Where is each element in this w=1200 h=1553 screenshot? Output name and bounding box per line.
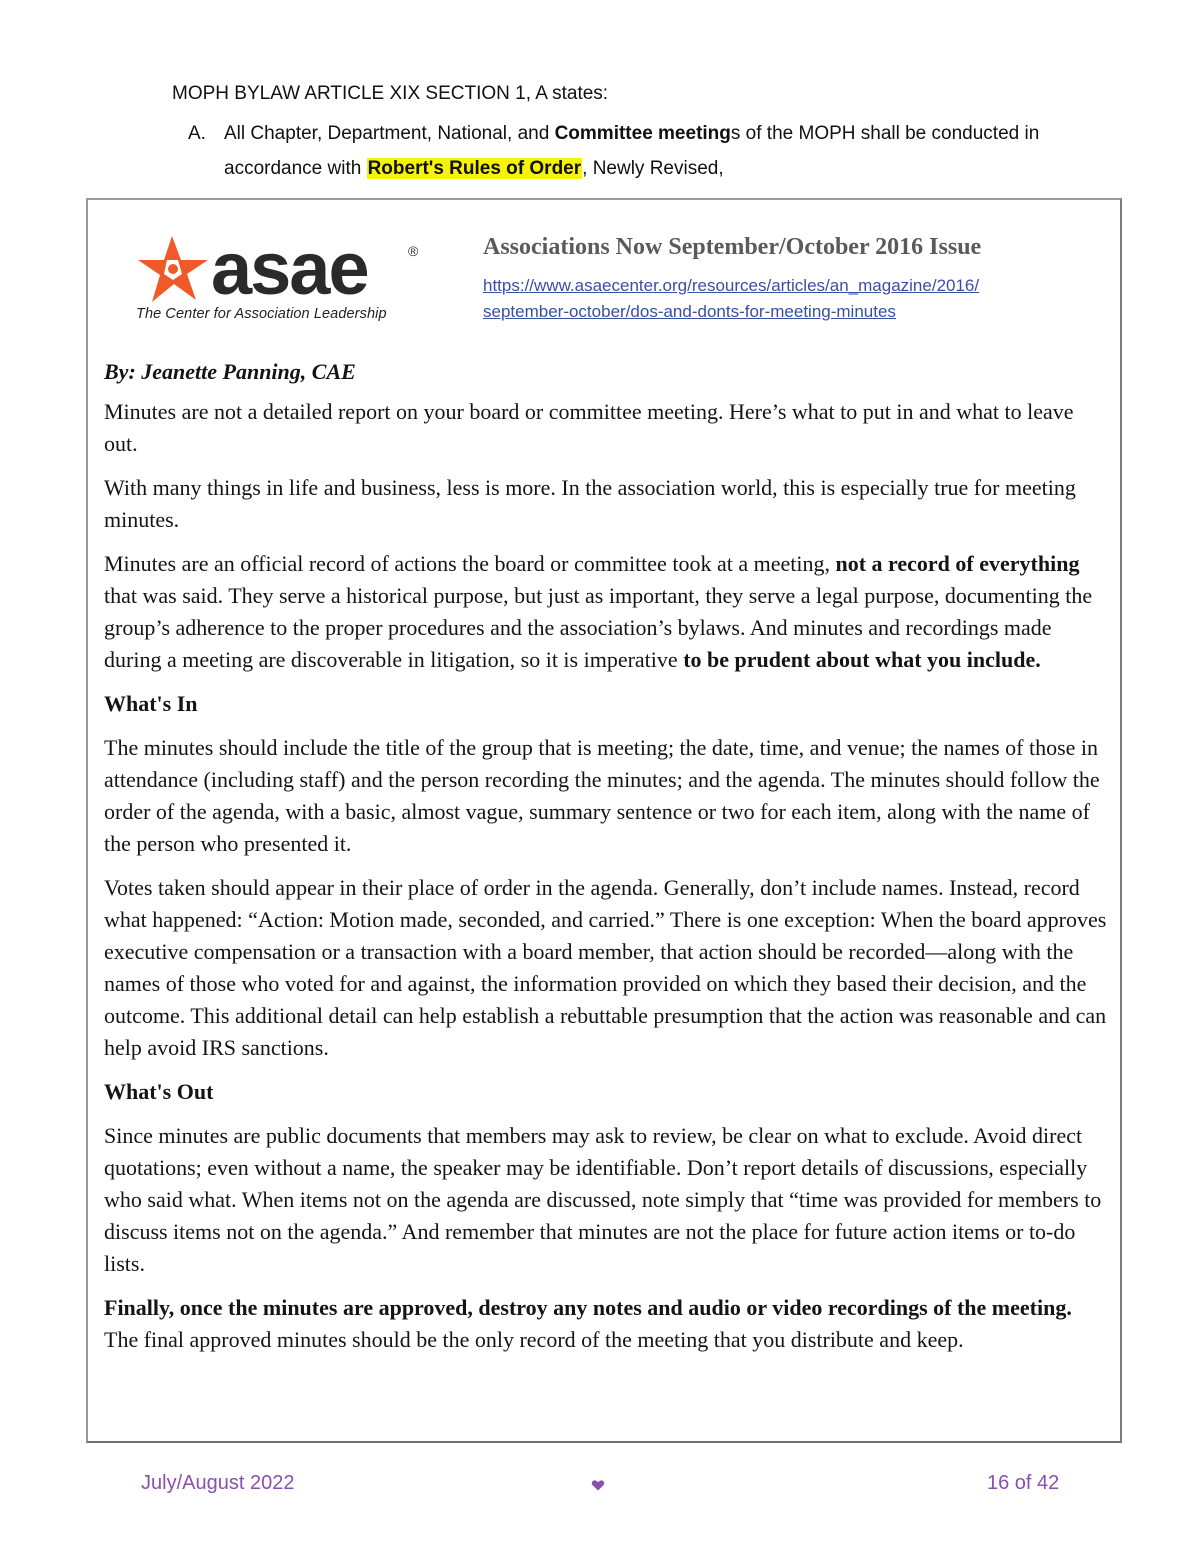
article-link-line[interactable]: september-october/dos-and-donts-for-meeting-minutes: [483, 302, 896, 321]
asae-logo: [136, 230, 426, 330]
article-link-line[interactable]: https://www.asaecenter.org/resources/articles/an_magazine/2016/: [483, 276, 980, 295]
text-run: The final approved minutes should be the only record of the meeting that you distribute and keep.: [104, 1327, 964, 1352]
article-body: [104, 356, 1110, 1368]
footer-page-number: 16 of 42: [987, 1472, 1060, 1494]
bylaw-bold-term: Committee meeting: [554, 123, 731, 144]
asae-logo-graphic: [136, 230, 426, 310]
bold-run: Finally, once the minutes are approved, destroy any notes and audio or video recordings of the meeting.: [104, 1295, 1072, 1320]
bylaw-list-item: [188, 116, 1088, 186]
article-box: [86, 198, 1122, 1443]
section-heading-whats-out: What's Out: [104, 1079, 214, 1104]
text-run: Minutes are an official record of actions the board or committee took at a meeting,: [104, 551, 836, 576]
registered-mark: ®: [408, 243, 419, 259]
highlighted-roberts-rules: Robert's Rules of Order: [367, 158, 582, 179]
paragraph: With many things in life and business, less is more. In the association world, this is especially true for meeting minutes.: [104, 475, 1076, 532]
bylaw-item-text: [224, 116, 1088, 186]
bylaw-text-part: All Chapter, Department, National, and: [224, 123, 555, 144]
footer-issue-date: July/August 2022: [141, 1472, 295, 1494]
bold-run: not a record of everything: [835, 551, 1080, 576]
paragraph: Since minutes are public documents that members may ask to review, be clear on what to exclude. Avoid direct quotations; even without a name, the speaker may be identifiable. Don’t report details of discussions, especially who said what. When items not on the agenda are discussed, note simply that “time was provided for members to discuss items not on the agenda.” And remember that minutes are not the place for future action items or to-do lists.: [104, 1123, 1102, 1276]
paragraph: [104, 1292, 1110, 1356]
logo-word: asae: [211, 230, 368, 310]
list-marker: A.: [188, 123, 206, 144]
bylaw-text-part: , Newly Revised,: [582, 158, 724, 179]
bold-run: to be prudent about what you include.: [683, 647, 1041, 672]
bylaw-text-part: s of the MOPH shall be conducted in accordance with: [224, 123, 1040, 179]
byline: By: Jeanette Panning, CAE: [104, 359, 356, 384]
article-link[interactable]: [483, 273, 1083, 325]
issue-title: Associations Now September/October 2016 Issue: [483, 234, 982, 260]
section-heading-whats-in: What's In: [104, 691, 198, 716]
heart-icon: [591, 1478, 605, 1497]
logo-tagline: The Center for Association Leadership: [136, 306, 387, 322]
paragraph: Minutes are not a detailed report on your board or committee meeting. Here’s what to put in and what to leave out.: [104, 399, 1074, 456]
paragraph: The minutes should include the title of the group that is meeting; the date, time, and venue; the names of those in attendance (including staff) and the person recording the minutes; and the agenda. The minutes should follow the order of the agenda, with a basic, almost vague, summary sentence or two for each item, along with the name of the person who presented it.: [104, 735, 1100, 856]
paragraph: Votes taken should appear in their place of order in the agenda. Generally, don’t include names. Instead, record what happened: “Action: Motion made, seconded, and carried.” There is one exception: When the board approves executive compensation or a transaction with a board member, that action should be recorded—along with the names of those who voted for and against, the information provided on which they based their decision, and the outcome. This additional detail can help establish a rebuttable presumption that the action was reasonable and can help avoid IRS sanctions.: [104, 875, 1107, 1060]
star-figure-icon: [138, 236, 208, 302]
text-run: that was said. They serve a historical purpose, but just as important, they serve a legal purpose, documenting the group’s adherence to the proper procedures and the association’s bylaws. And minutes and recordings made during a meeting are discoverable in litigation, so it is imperative: [104, 583, 1093, 672]
paragraph: [104, 548, 1110, 676]
bylaw-heading: MOPH BYLAW ARTICLE XIX SECTION 1, A states:: [172, 83, 609, 104]
